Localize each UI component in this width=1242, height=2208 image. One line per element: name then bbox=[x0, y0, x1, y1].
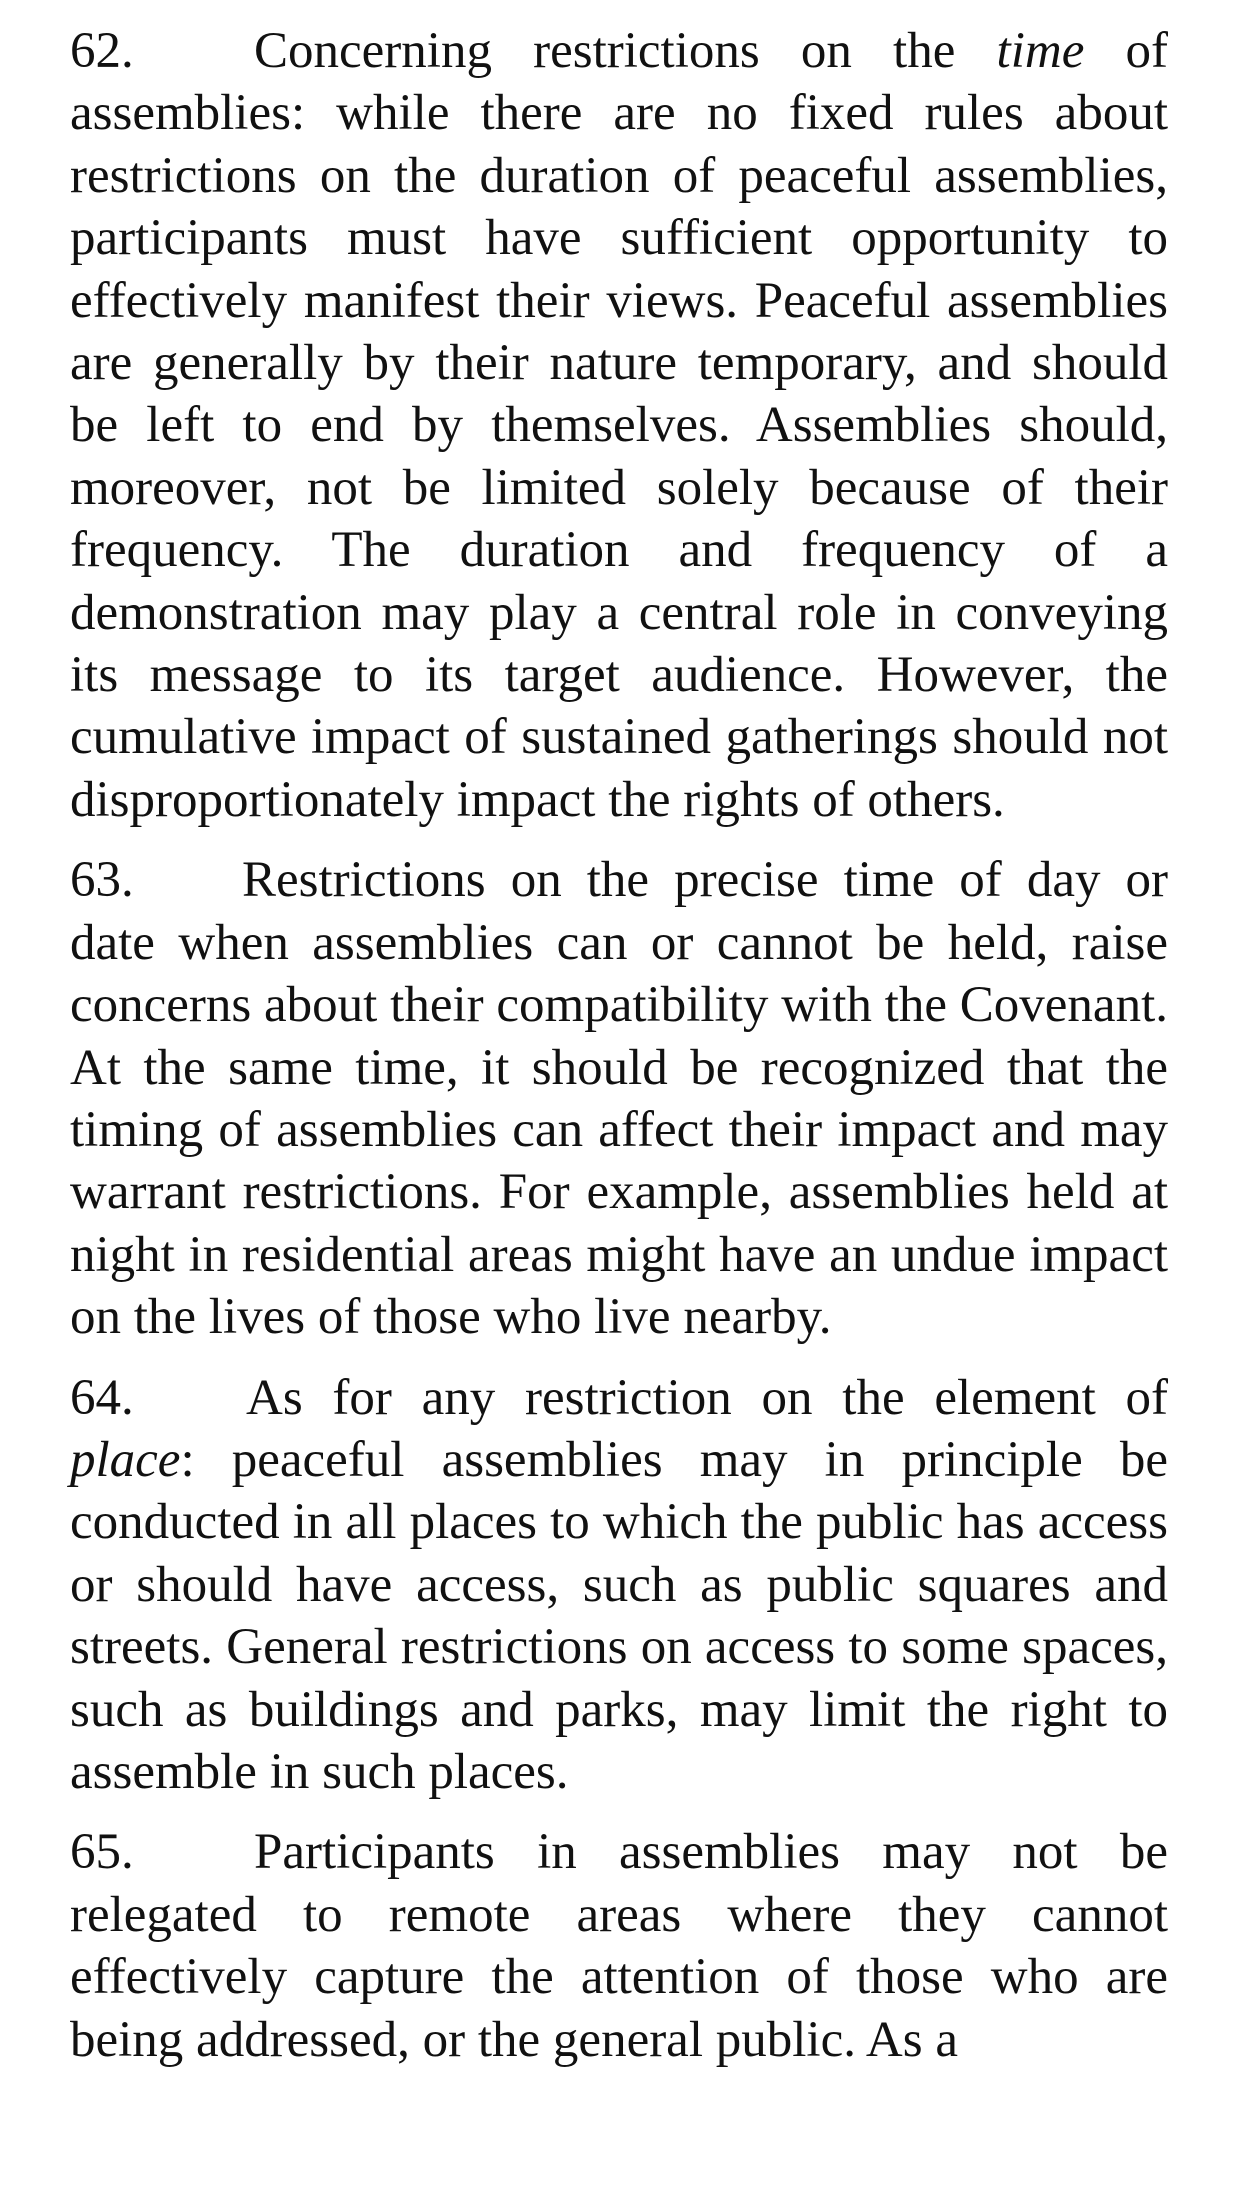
emphasized-term: time bbox=[996, 23, 1085, 79]
paragraph-text: Restrictions on the precise time of day or date when assemblies can or cannot be held, raise concerns about their compatibility with the Covenant. At the same time, it should be recognized that the timing of assemblies can affect their impact and may warrant restrictions. For example, assemblies held at night in residential areas might have an undue impact on the lives of those who live nearby. bbox=[70, 852, 1168, 1346]
paragraph-number: 65. bbox=[70, 1824, 134, 1881]
paragraph-text: Concerning restrictions on the bbox=[254, 23, 997, 79]
paragraph-number: 63. bbox=[70, 852, 134, 909]
paragraph-number: 64. bbox=[70, 1369, 134, 1426]
document-body bbox=[70, 20, 1168, 2089]
paragraph-text: As for any restriction on the element of bbox=[246, 1369, 1168, 1426]
paragraph-65 bbox=[70, 1821, 1168, 2071]
paragraph-text: Participants in assemblies may not be relegated to remote areas where they cannot effectively capture the attention of those who are being addressed, or the general public. As a bbox=[70, 1824, 1168, 2068]
paragraph-number: 62. bbox=[70, 23, 134, 79]
paragraph-text: of assemblies: while there are no fixed rules about restrictions on the duration of peaceful assemblies, participants must have sufficient opportunity to effectively manifest their views. Peaceful assemblies are generally by their nature temporary, and should be left to end by themselves. Assemblies should, moreover, not be limited solely because of their frequency. The duration and frequency of a demonstration may play a central role in conveying its message to its target audience. However, the cumulative impact of sustained gatherings should not disproportionately impact the rights of others. bbox=[70, 23, 1169, 828]
paragraph-62 bbox=[70, 20, 1168, 831]
emphasized-term: place bbox=[70, 1431, 181, 1488]
paragraph-63 bbox=[70, 849, 1168, 1348]
paragraph-64 bbox=[70, 1367, 1168, 1804]
paragraph-text: : peaceful assemblies may in principle be conducted in all places to which the public has access or should have access, such as public squares and streets. General restrictions on access to some spaces, such as buildings and parks, may limit the right to assemble in such places. bbox=[70, 1431, 1168, 1800]
